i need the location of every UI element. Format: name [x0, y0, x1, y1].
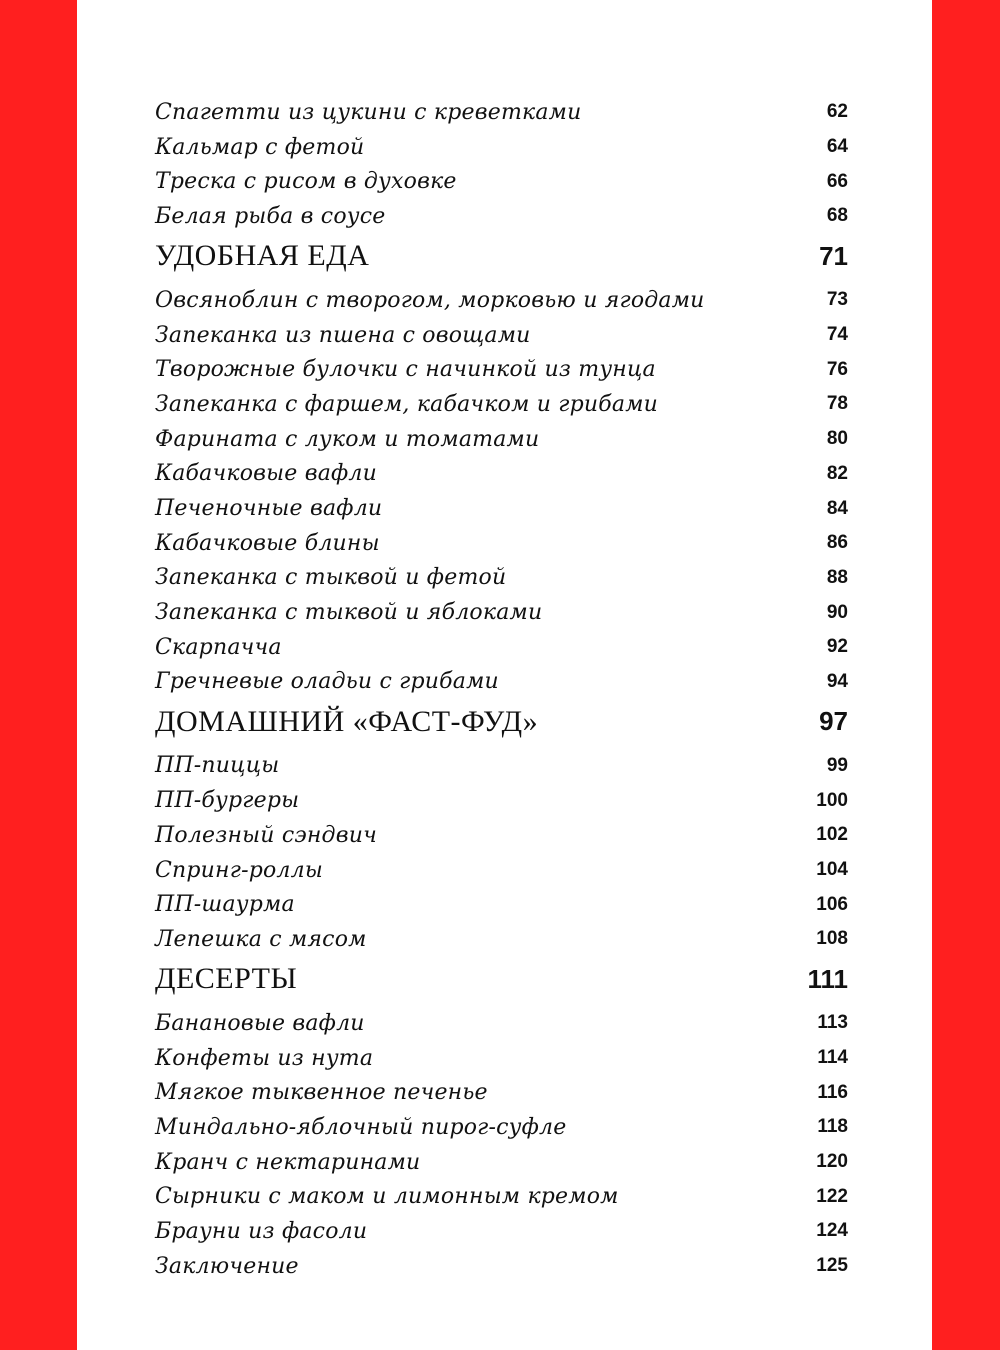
toc-title: Скарпачча [155, 634, 282, 660]
toc-entry [155, 1249, 848, 1284]
toc-page-number: 82 [826, 462, 848, 484]
toc-entry [155, 1075, 848, 1110]
toc-title: Фарината с луком и томатами [155, 426, 540, 452]
toc-entry [155, 1179, 848, 1214]
toc-entry [155, 456, 848, 491]
toc-page-number: 118 [817, 1116, 848, 1138]
toc-page-number: 120 [816, 1151, 848, 1173]
toc-page-number: 99 [826, 754, 848, 776]
toc-title: Кальмар с фетой [155, 134, 365, 160]
toc-page-number: 124 [816, 1220, 848, 1242]
toc-title: Запеканка из пшена с овощами [155, 322, 531, 348]
toc-page-number: 108 [816, 928, 848, 950]
toc-title: Конфеты из нута [155, 1045, 374, 1071]
toc-title: Брауни из фасоли [155, 1218, 368, 1244]
toc-title: Треска с рисом в духовке [155, 169, 457, 195]
toc-entry [155, 526, 848, 561]
toc-page-number: 102 [816, 824, 848, 846]
toc-entry [155, 783, 848, 818]
toc-title: Лепешка с мясом [155, 926, 367, 952]
toc-entry [155, 1006, 848, 1041]
toc-page-number: 92 [826, 636, 848, 658]
toc-entry [155, 1214, 848, 1249]
toc-title: Кабачковые вафли [155, 461, 378, 487]
toc-entry [155, 665, 848, 700]
toc-title: Запеканка с тыквой и фетой [155, 565, 507, 591]
toc-title: Миндально-яблочный пирог-суфле [155, 1114, 567, 1140]
toc-page-number: 64 [826, 136, 848, 158]
toc-section-heading [155, 234, 848, 283]
toc-page-number: 76 [826, 358, 848, 380]
toc-page-number: 62 [826, 101, 848, 123]
toc-page-number: 94 [826, 670, 848, 692]
toc-entry [155, 422, 848, 457]
toc-page-number: 73 [826, 289, 848, 311]
toc-section-heading [155, 699, 848, 748]
toc-title: ПП-пиццы [155, 753, 280, 779]
toc-title: ПП-шаурма [155, 892, 295, 918]
toc-entry [155, 95, 848, 130]
toc-title: Белая рыба в соусе [155, 203, 386, 229]
toc-title: Полезный сэндвич [155, 822, 377, 848]
right-red-band [932, 0, 1000, 1350]
toc-entry [155, 561, 848, 596]
toc-title: ДОМАШНИЙ «ФАСТ-ФУД» [155, 704, 539, 738]
toc-section-heading [155, 957, 848, 1006]
toc-entry [155, 887, 848, 922]
toc-entry [155, 853, 848, 888]
toc-page-number: 68 [826, 205, 848, 227]
toc-entry [155, 199, 848, 234]
toc-title: Кранч с нектаринами [155, 1149, 421, 1175]
toc-entry [155, 387, 848, 422]
toc-page-number: 80 [826, 428, 848, 450]
toc-page-number: 84 [826, 497, 848, 519]
toc-title: Сырники с маком и лимонным кремом [155, 1184, 619, 1210]
toc-page-number: 104 [816, 859, 848, 880]
toc-page-number: 114 [817, 1047, 848, 1069]
toc-title: УДОБНАЯ ЕДА [155, 239, 370, 273]
toc-title: ПП-бургеры [155, 788, 300, 814]
toc-entry [155, 283, 848, 318]
toc-entry [155, 1110, 848, 1145]
toc-page-number: 78 [826, 393, 848, 415]
toc-title: Печеночные вафли [155, 496, 383, 522]
toc-entry [155, 595, 848, 630]
toc-page-number: 113 [817, 1012, 848, 1034]
table-of-contents [155, 95, 848, 1284]
toc-title: ДЕСЕРТЫ [155, 962, 298, 996]
toc-page-number: 66 [826, 170, 848, 192]
toc-page-number: 122 [816, 1185, 848, 1207]
toc-page-number: 90 [826, 601, 848, 623]
toc-page-number: 71 [819, 240, 848, 271]
toc-page-number: 111 [807, 963, 848, 994]
toc-title: Банановые вафли [155, 1010, 365, 1036]
toc-page-number: 106 [816, 893, 848, 915]
toc-title: Кабачковые блины [155, 530, 380, 556]
toc-entry [155, 749, 848, 784]
toc-entry [155, 1041, 848, 1076]
toc-title: Заключение [155, 1253, 299, 1279]
toc-entry [155, 922, 848, 957]
toc-title: Спагетти из цукини с креветками [155, 99, 582, 125]
toc-title: Запеканка с тыквой и яблоками [155, 600, 543, 626]
toc-entry [155, 352, 848, 387]
toc-entry [155, 1145, 848, 1180]
toc-page-number: 86 [826, 532, 848, 554]
toc-page-number: 125 [816, 1255, 848, 1277]
toc-entry [155, 818, 848, 853]
toc-entry [155, 130, 848, 165]
toc-title: Спринг-роллы [155, 857, 323, 883]
toc-page-number: 97 [819, 706, 848, 737]
toc-title: Гречневые оладьи с грибами [155, 669, 499, 695]
toc-title: Запеканка с фаршем, кабачком и грибами [155, 391, 659, 417]
toc-title: Овсяноблин с творогом, морковью и ягодами [155, 287, 705, 313]
toc-page-number: 88 [826, 566, 848, 588]
toc-entry [155, 491, 848, 526]
toc-title: Творожные булочки с начинкой из тунца [155, 357, 656, 383]
toc-entry [155, 164, 848, 199]
toc-entry [155, 630, 848, 665]
toc-page-number: 116 [817, 1081, 848, 1103]
toc-entry [155, 318, 848, 353]
left-red-band [0, 0, 77, 1350]
toc-page-number: 100 [816, 789, 848, 811]
toc-page-number: 74 [826, 324, 848, 346]
toc-title: Мягкое тыквенное печенье [155, 1080, 488, 1106]
